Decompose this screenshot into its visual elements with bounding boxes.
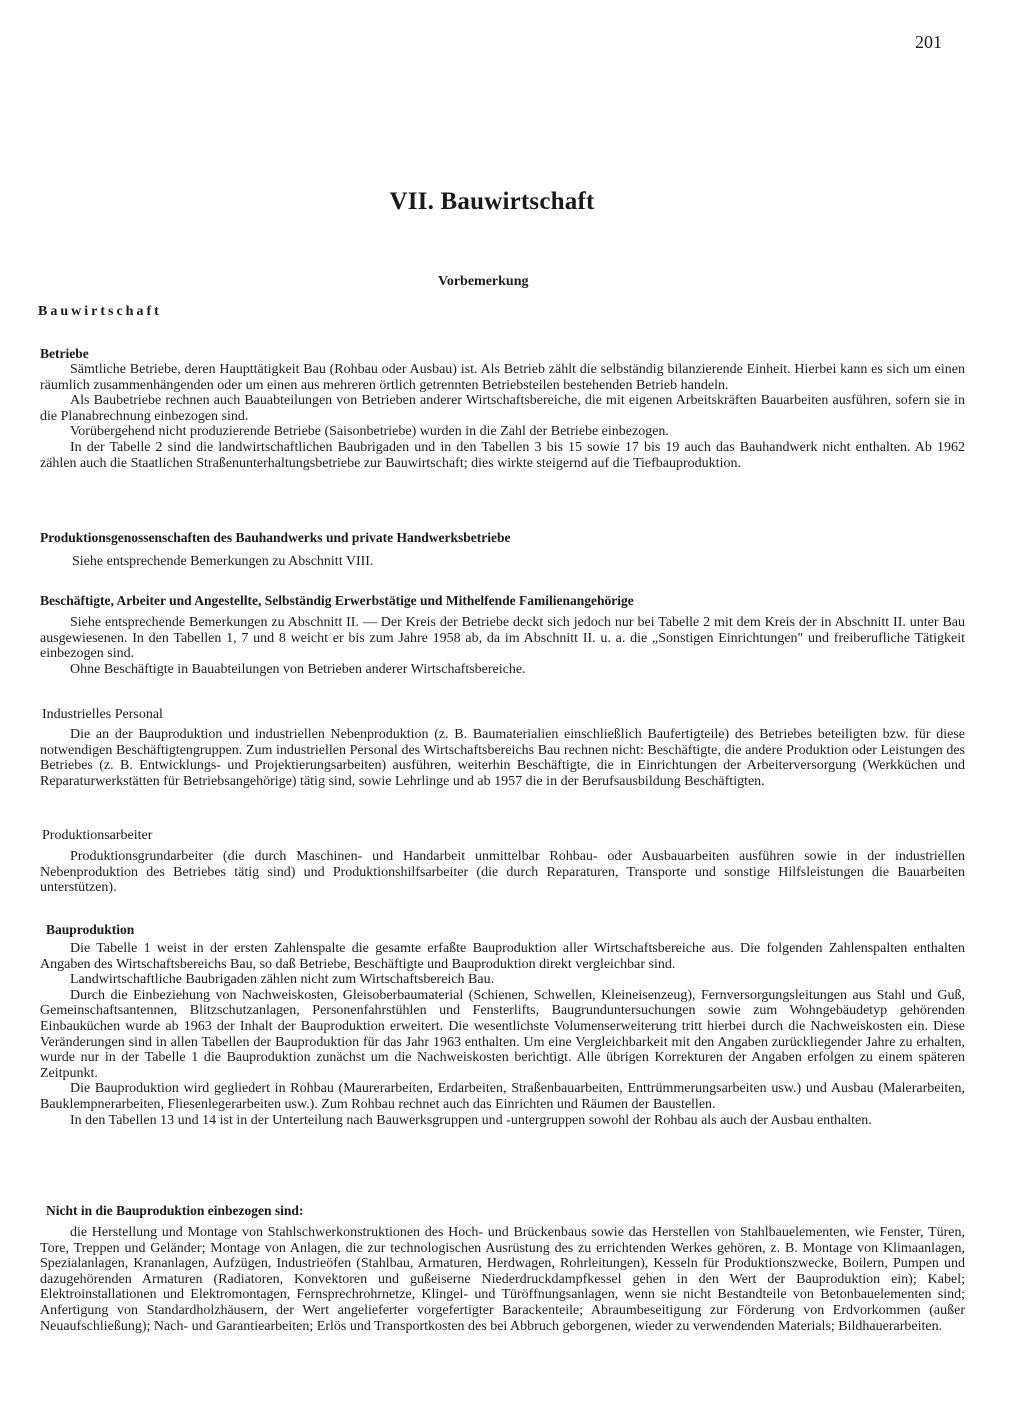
- section-heading-industrielles-personal: Industrielles Personal: [42, 707, 163, 722]
- section-body-nicht-einbezogen: [40, 1225, 965, 1334]
- main-section-heading: Bauwirtschaft: [38, 304, 162, 319]
- paragraph: Die Bauproduktion wird gegliedert in Rohbau (Maurerarbeiten, Erdarbeiten, Straßenbauarbeiten, Enttrümmerungsarbeiten usw.) und Ausbau (Malerarbeiten, Bauklempnerarbeiten, Fliesenlegerarbeiten usw.). Zum Rohbau rechnet auch das Einrichten und Räumen der Baustellen.: [40, 1081, 965, 1112]
- section-body-produktionsarbeiter: [40, 849, 965, 896]
- paragraph: Sämtliche Betriebe, deren Haupttätigkeit Bau (Rohbau oder Ausbau) ist. Als Betrieb zählt die selbständig bilanzierende Einheit. Hierbei kann es sich um einen räumlich zusammenhängenden oder um einen aus mehreren örtlich getrennten Betriebsteilen bestehenden Betrieb handeln.: [40, 362, 965, 393]
- paragraph: Vorübergehend nicht produzierende Betriebe (Saisonbetriebe) wurden in die Zahl der Betriebe einbezogen.: [70, 424, 669, 440]
- section-body-industrielles-personal: [40, 727, 965, 789]
- paragraph: In den Tabellen 13 und 14 ist in der Unterteilung nach Bauwerksgruppen und -untergruppen sowohl der Rohbau als auch der Ausbau enthalten.: [70, 1112, 872, 1128]
- paragraph: Siehe entsprechende Bemerkungen zu Abschnitt VIII.: [72, 554, 374, 569]
- section-heading-betriebe: Betriebe: [40, 346, 89, 361]
- paragraph: Siehe entsprechende Bemerkungen zu Abschnitt II. — Der Kreis der Betriebe deckt sich jedoch nur bei Tabelle 2 mit dem Kreis der in Abschnitt II. unter Bau ausgewiesenen. In den Tabellen 1, 7 und 8 weicht er bis zum Jahre 1958 ab, da im Abschnitt II. u. a. die „Sonstigen Einrichtungen" und freiberufliche Tätigkeit einbezogen sind.: [40, 615, 965, 662]
- section-body-betriebe: [40, 362, 965, 471]
- paragraph: Die Tabelle 1 weist in der ersten Zahlenspalte die gesamte erfaßte Bauproduktion aller Wirtschaftsbereiche aus. Die folgenden Zahlenspalten enthalten Angaben des Wirtschaftsbereichs Bau, so daß Betriebe, Beschäftigte und Bauproduktion direkt vergleichbar sind.: [40, 941, 965, 972]
- chapter-title: VII. Bauwirtschaft: [389, 188, 595, 215]
- paragraph: Die an der Bauproduktion und industriellen Nebenproduktion (z. B. Baumaterialien einschließlich Baufertigteile) des Betriebes beteiligten bzw. für diese notwendigen Beschäftigtengruppen. Zum industriellen Personal des Wirtschaftsbereichs Bau rechnen nicht: Beschäftigte, die andere Produktion oder Leistungen des Betriebes (z. B. Entwicklungs- und Projektierungsarbeiten) ausführen, weiterhin Beschäftigte, die in Einrichtungen der Arbeiterversorgung (Werkküchen und Reparaturwerkstätten für Betriebsangehörige) tätig sind, sowie Lehrlinge und ab 1957 die in der Berufsausbildung Beschäftigten.: [40, 727, 965, 789]
- paragraph: Produktionsgrundarbeiter (die durch Maschinen- und Handarbeit unmittelbar Rohbau- oder Ausbauarbeiten ausführen sowie in der industriellen Nebenproduktion des Betriebes tätig sind) und Produktionshilfsarbeiter (die durch Reparaturen, Transporte und sonstige Hilfsleistungen die Bauarbeiten unterstützen).: [40, 849, 965, 896]
- page-number: 201: [915, 32, 942, 52]
- paragraph: die Herstellung und Montage von Stahlschwerkonstruktionen des Hoch- und Brückenbaus sowie das Herstellen von Stahlbauelementen, wie Fenster, Türen, Tore, Treppen und Geländer; Montage von Anlagen, die zur technologischen Ausrüstung des zu errichtenden Werkes gehören, z. B. Montage von Klimaanlagen, Spezialanlagen, Krananlagen, Aufzügen, Industrieöfen (Stahlbau, Armaturen, Herdwagen, Rohrleitungen), Kesseln für Produktionszwecke, Boilern, Pumpen und dazugehörenden Armaturen (Radiatoren, Konvektoren und gußeiserne Niederdruckdampfkessel gehen in den Wert der Bauproduktion ein); Kabel; Elektroinstallationen und Elektromontagen, Fernsprechrohrnetze, Klingel- und Türöffnungsanlagen, wenn sie nicht Bestandteile von Betonbauelementen sind; Anfertigung von Standardholzhäusern, der Wert angelieferter vorgefertigter Barackenteile; Abraumbeseitigung zur Förderung von Erdvorkommen (außer Neuaufschließung); Nach- und Garantiearbeiten; Erlös und Transportkosten des bei Abbruch geborgenen, wieder zu verwendenden Materials; Bildhauerarbeiten.: [40, 1225, 965, 1334]
- section-heading-bauproduktion: Bauproduktion: [46, 922, 135, 937]
- paragraph: In der Tabelle 2 sind die landwirtschaftlichen Baubrigaden und in den Tabellen 3 bis 15 sowie 17 bis 19 auch das Bauhandwerk nicht enthalten. Ab 1962 zählen auch die Staatlichen Straßenunterhaltungsbetriebe zur Bauwirtschaft; dies wirkte steigernd auf die Tiefbauproduktion.: [40, 439, 965, 471]
- paragraph: Ohne Beschäftigte in Bauabteilungen von Betrieben anderer Wirtschaftsbereiche.: [70, 661, 526, 677]
- paragraph: Landwirtschaftliche Baubrigaden zählen nicht zum Wirtschaftsbereich Bau.: [70, 972, 495, 988]
- paragraph: Als Baubetriebe rechnen auch Bauabteilungen von Betrieben anderer Wirtschaftsbereiche, die mit eigenen Arbeitskräften Bauarbeiten ausführen, sofern sie in die Planabrechnung einbezogen sind.: [40, 393, 965, 424]
- section-body-bauproduktion: [40, 941, 965, 1128]
- section-heading-pgh: Produktionsgenossenschaften des Bauhandwerks und private Handwerksbetriebe: [40, 530, 511, 545]
- section-heading-nicht-einbezogen: Nicht in die Bauproduktion einbezogen sind:: [46, 1203, 304, 1218]
- section-body-beschaeftigte: [40, 615, 965, 677]
- section-body-pgh: [40, 554, 965, 570]
- section-heading-produktionsarbeiter: Produktionsarbeiter: [42, 828, 153, 843]
- paragraph: Durch die Einbeziehung von Nachweiskosten, Gleisoberbaumaterial (Schienen, Schwellen, Kleineisenzeug), Fernversorgungsleitungen aus Stahl und Guß, Gemeinschaftsantennen, Blitzschutzanlagen, Personenfahrstühlen und Fensterlifts, Baugrunduntersuchungen sowie zum Wohngebäudetyp gehörenden Einbauküchen wurde ab 1963 der Inhalt der Bauproduktion erweitert. Die wesentlichste Volumenserweiterung tritt hierbei durch die Nachweiskosten ein. Diese Veränderungen sind in allen Tabellen der Bauproduktion für das Jahr 1963 enthalten. Um eine Vergleichbarkeit mit den Angaben zurückliegender Jahre zu erhalten, wurde nur in der Tabelle 1 die Bauproduktion zunächst um die Nachweiskosten berichtigt. Alle übrigen Korrekturen der Angaben erfolgen zu einem späteren Zeitpunkt.: [40, 987, 965, 1081]
- preliminary-remark-heading: Vorbemerkung: [438, 274, 529, 289]
- section-heading-beschaeftigte: Beschäftigte, Arbeiter und Angestellte, Selbständig Erwerbstätige und Mithelfende Familienangehörige: [40, 593, 634, 608]
